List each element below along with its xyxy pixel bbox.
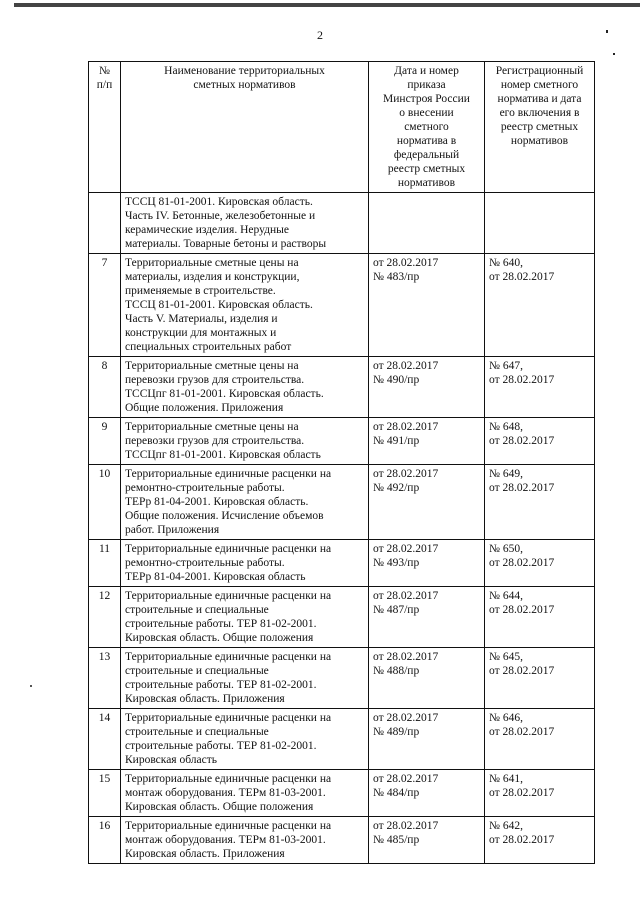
text-line: от 28.02.2017 [373,651,439,663]
text-line: Минстроя России [383,93,470,105]
text-line: № 649, [489,468,523,480]
row-number: 8 [89,357,121,418]
normative-name [121,770,369,817]
text-line: № 648, [489,421,523,433]
scan-speck [30,685,32,687]
text-line: от 28.02.2017 [373,590,439,602]
scan-speck [606,30,608,33]
text-line: ТЕРр 81-04-2001. Кировская область [125,571,306,583]
text-line: ТССЦпг 81-01-2001. Кировская область. [125,388,324,400]
text-line: от 28.02.2017 [489,435,555,447]
text-line: от 28.02.2017 [489,726,555,738]
text-line: приказа [407,79,446,91]
table-row [89,540,595,587]
table-row [89,357,595,418]
registration-number [485,465,595,540]
text-line: от 28.02.2017 [489,665,555,677]
text-line: монтаж оборудования. ТЕРм 81-03-2001. [125,834,326,846]
row-number: 7 [89,254,121,357]
text-line: № 485/пр [373,834,420,846]
text-line: строительные и специальные [125,665,269,677]
row-number: 9 [89,418,121,465]
text-line: номер сметного [500,79,579,91]
text-line: Территориальные единичные расценки на [125,468,332,480]
text-line: монтаж оборудования. ТЕРм 81-03-2001. [125,787,326,799]
text-line: № 645, [489,651,523,663]
normative-name [121,357,369,418]
row-number: 14 [89,709,121,770]
table-row [89,648,595,709]
text-line: ТССЦпг 81-01-2001. Кировская область [125,449,321,461]
row-number: 12 [89,587,121,648]
order-date-number [369,587,485,648]
text-line: от 28.02.2017 [373,712,439,724]
text-line: специальных строительных работ [125,341,292,353]
text-line: № 492/пр [373,482,420,494]
text-line: от 28.02.2017 [373,543,439,555]
text-line: от 28.02.2017 [489,787,555,799]
registration-number [485,193,595,254]
text-line: от 28.02.2017 [489,604,555,616]
table-row [89,465,595,540]
text-line: № 646, [489,712,523,724]
normative-name [121,254,369,357]
text-line: от 28.02.2017 [489,834,555,846]
normative-name [121,709,369,770]
header-name [121,62,369,193]
text-line: № 489/пр [373,726,420,738]
text-line: Кировская область. Приложения [125,848,285,860]
text-line: ТЕРр 81-04-2001. Кировская область. [125,496,309,508]
table-row [89,418,595,465]
table-row [89,709,595,770]
text-line: Территориальные единичные расценки на [125,543,332,555]
text-line: № 487/пр [373,604,420,616]
text-line: перевозки грузов для строительства. [125,374,305,386]
text-line: сметных нормативов [193,79,296,91]
text-line: норматива и дата [497,93,582,105]
registration-number [485,709,595,770]
text-line: от 28.02.2017 [489,482,555,494]
text-line: от 28.02.2017 [373,360,439,372]
text-line: строительные работы. ТЕР 81-02-2001. [125,679,317,691]
text-line: работ. Приложения [125,524,220,536]
registration-number [485,357,595,418]
text-line: Кировская область. Общие положения [125,801,314,813]
normative-name [121,465,369,540]
normative-name [121,193,369,254]
text-line: материалы, изделия и конструкции, [125,271,300,283]
scan-speck [613,53,615,55]
registration-number [485,587,595,648]
text-line: от 28.02.2017 [373,257,439,269]
text-line: строительные работы. ТЕР 81-02-2001. [125,740,317,752]
text-line: № 488/пр [373,665,420,677]
row-number: 13 [89,648,121,709]
text-line: № 483/пр [373,271,420,283]
text-line: Общие положения. Исчисление объемов [125,510,324,522]
text-line: Кировская область. Приложения [125,693,285,705]
registration-number [485,770,595,817]
text-line: Территориальные единичные расценки на [125,773,332,785]
text-line: реестр сметных [500,121,579,133]
text-line: Общие положения. Приложения [125,402,284,414]
order-date-number [369,709,485,770]
text-line: строительные и специальные [125,726,269,738]
text-line: № 640, [489,257,523,269]
text-line: № 484/пр [373,787,420,799]
order-date-number [369,648,485,709]
header-number [89,62,121,193]
text-line: от 28.02.2017 [373,468,439,480]
order-date-number [369,193,485,254]
registration-number [485,540,595,587]
order-date-number [369,817,485,864]
registration-number [485,254,595,357]
text-line: № 491/пр [373,435,420,447]
text-line: материалы. Товарные бетоны и растворы [125,238,327,250]
text-line: от 28.02.2017 [373,421,439,433]
table-row [89,587,595,648]
normatives-register-table [88,61,595,864]
row-number: 16 [89,817,121,864]
row-number: 15 [89,770,121,817]
text-line: п/п [96,79,113,91]
text-line: применяемые в строительстве. [125,285,276,297]
order-date-number [369,770,485,817]
text-line: ремонтно-строительные работы. [125,482,285,494]
order-date-number [369,418,485,465]
header-registration-number [485,62,595,193]
table-header-row [89,62,595,193]
text-line: нормативов [510,135,569,147]
text-line: от 28.02.2017 [373,820,439,832]
text-line: реестр сметных [387,163,466,175]
text-line: его включения в [499,107,580,119]
text-line: нормативов [397,177,456,189]
header-order-date-number [369,62,485,193]
text-line: конструкции для монтажных и [125,327,277,339]
text-line: о внесении [399,107,454,119]
table-row [89,817,595,864]
normative-name [121,418,369,465]
row-number: 11 [89,540,121,587]
text-line: № 642, [489,820,523,832]
normative-name [121,587,369,648]
text-line: № [99,65,110,77]
text-line: Территориальные сметные цены на [125,360,299,372]
text-line: Кировская область. Общие положения [125,632,314,644]
table-row [89,770,595,817]
text-line: от 28.02.2017 [489,271,555,283]
order-date-number [369,357,485,418]
text-line: № 644, [489,590,523,602]
registration-number [485,418,595,465]
order-date-number [369,465,485,540]
registration-number [485,648,595,709]
text-line: Территориальные единичные расценки на [125,820,332,832]
text-line: Часть V. Материалы, изделия и [125,313,278,325]
text-line: № 490/пр [373,374,420,386]
table-row [89,254,595,357]
row-number: 10 [89,465,121,540]
text-line: № 641, [489,773,523,785]
page-number: 2 [317,28,323,42]
text-line: № 493/пр [373,557,420,569]
text-line: ТССЦ 81-01-2001. Кировская область. [125,299,313,311]
scan-top-edge [14,3,640,7]
text-line: сметного [404,121,449,133]
text-line: от 28.02.2017 [489,374,555,386]
normative-name [121,540,369,587]
text-line: Территориальные единичные расценки на [125,651,332,663]
text-line: от 28.02.2017 [489,557,555,569]
text-line: норматива в [396,135,457,147]
order-date-number [369,254,485,357]
row-number [89,193,121,254]
text-line: перевозки грузов для строительства. [125,435,305,447]
text-line: № 647, [489,360,523,372]
text-line: Территориальные сметные цены на [125,257,299,269]
table-row [89,193,595,254]
text-line: Территориальные сметные цены на [125,421,299,433]
text-line: строительные работы. ТЕР 81-02-2001. [125,618,317,630]
normative-name [121,648,369,709]
text-line: от 28.02.2017 [373,773,439,785]
text-line: строительные и специальные [125,604,269,616]
normative-name [121,817,369,864]
text-line: № 650, [489,543,523,555]
text-line: керамические изделия. Нерудные [125,224,289,236]
text-line: ТССЦ 81-01-2001. Кировская область. [125,196,313,208]
text-line: ремонтно-строительные работы. [125,557,285,569]
text-line: Дата и номер [394,65,459,77]
text-line: Регистрационный [495,65,584,77]
text-line: Кировская область [125,754,218,766]
text-line: Наименование территориальных [164,65,325,77]
text-line: федеральный [393,149,460,161]
order-date-number [369,540,485,587]
text-line: Территориальные единичные расценки на [125,712,332,724]
registration-number [485,817,595,864]
text-line: Часть IV. Бетонные, железобетонные и [125,210,316,222]
text-line: Территориальные единичные расценки на [125,590,332,602]
